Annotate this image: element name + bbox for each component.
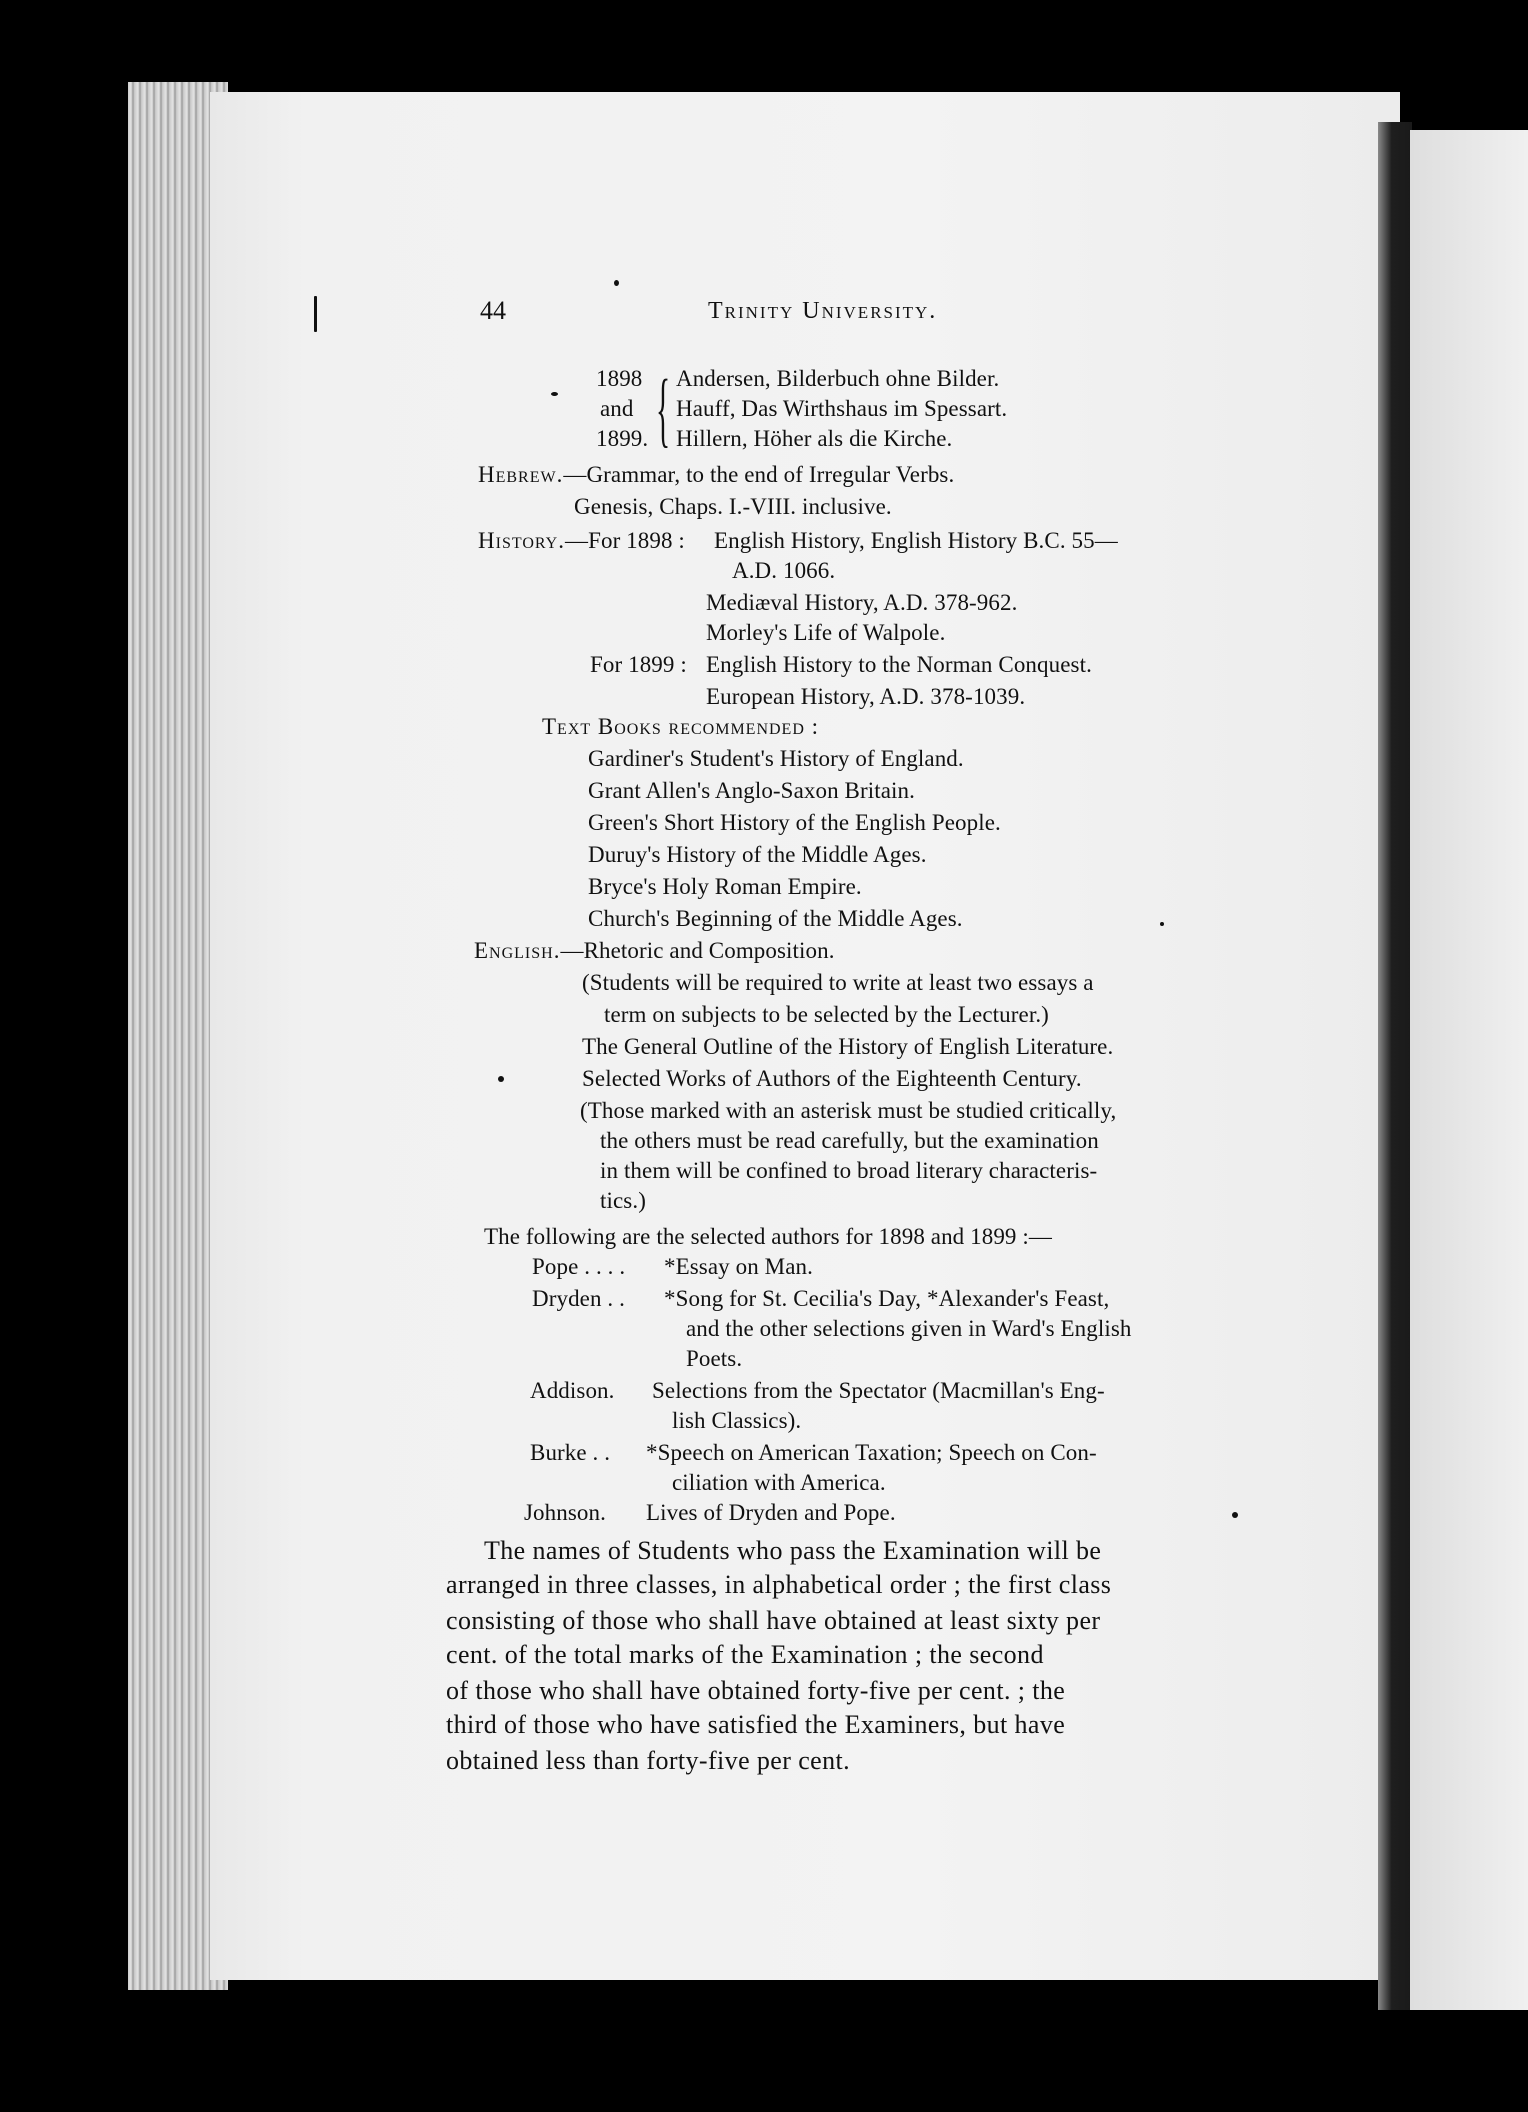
author-name: Johnson. bbox=[524, 1500, 606, 1525]
author-work: Lives of Dryden and Pope. bbox=[646, 1500, 896, 1525]
english-line: Selected Works of Authors of the Eighteenth Century. bbox=[582, 1066, 1082, 1091]
english-line: in them will be confined to broad literary characteris- bbox=[600, 1158, 1098, 1183]
text-book-item: Bryce's Holy Roman Empire. bbox=[588, 874, 862, 899]
scan-speck bbox=[1232, 1512, 1238, 1518]
paragraph-line: third of those who have satisfied the Examiners, but have bbox=[446, 1710, 1066, 1739]
year-label: 1899. bbox=[596, 426, 649, 451]
adjacent-page-edge bbox=[1410, 130, 1528, 2010]
english-section bbox=[474, 936, 835, 966]
paragraph-line: of those who shall have obtained forty-five per cent. ; the bbox=[446, 1676, 1066, 1705]
hebrew-item: Genesis, Chaps. I.-VIII. inclusive. bbox=[574, 494, 892, 519]
author-work: and the other selections given in Ward's English bbox=[686, 1316, 1132, 1341]
text-book-item: Grant Allen's Anglo-Saxon Britain. bbox=[588, 778, 915, 803]
english-line: (Those marked with an asterisk must be studied critically, bbox=[580, 1098, 1117, 1123]
author-work: Selections from the Spectator (Macmillan's Eng- bbox=[652, 1378, 1105, 1403]
hebrew-section bbox=[478, 460, 954, 490]
author-name: Dryden . . bbox=[532, 1286, 625, 1311]
history-1898-item: A.D. 1066. bbox=[732, 558, 836, 583]
text-books-heading: Text Books recommended : bbox=[542, 714, 820, 739]
text-book-item: Green's Short History of the English People. bbox=[588, 810, 1001, 835]
history-1898-item: Morley's Life of Walpole. bbox=[706, 620, 946, 645]
text-book-item: Church's Beginning of the Middle Ages. bbox=[588, 906, 963, 931]
scan-speck bbox=[1160, 922, 1164, 926]
english-line: (Students will be required to write at least two essays a bbox=[582, 970, 1094, 995]
english-line: The General Outline of the History of English Literature. bbox=[582, 1034, 1114, 1059]
history-1899-item: European History, A.D. 378-1039. bbox=[706, 684, 1026, 709]
year-label: and bbox=[600, 396, 634, 421]
history-1899-label: For 1899 : bbox=[590, 652, 687, 677]
page-number: 44 bbox=[480, 296, 506, 325]
author-work: lish Classics). bbox=[672, 1408, 802, 1433]
history-1898-item: English History, English History B.C. 55— bbox=[714, 528, 1118, 553]
scan-speck bbox=[498, 1076, 504, 1082]
author-work: *Essay on Man. bbox=[664, 1254, 813, 1279]
author-work: *Song for St. Cecilia's Day, *Alexander's Feast, bbox=[664, 1286, 1110, 1311]
paragraph-line: arranged in three classes, in alphabetical order ; the first class bbox=[446, 1570, 1112, 1599]
english-line: term on subjects to be selected by the Lecturer.) bbox=[604, 1002, 1049, 1027]
author-name: Addison. bbox=[530, 1378, 615, 1403]
history-heading: History. bbox=[478, 528, 565, 553]
author-work: *Speech on American Taxation; Speech on Con- bbox=[646, 1440, 1097, 1465]
grouping-brace: { bbox=[656, 363, 671, 456]
author-work: Poets. bbox=[686, 1346, 743, 1371]
text-book-item: Gardiner's Student's History of England. bbox=[588, 746, 964, 771]
paragraph-line: consisting of those who shall have obtained at least sixty per bbox=[446, 1606, 1101, 1635]
scan-speck bbox=[614, 280, 619, 286]
author-work: ciliation with America. bbox=[672, 1470, 886, 1495]
english-line: tics.) bbox=[600, 1188, 646, 1213]
book-title: Hillern, Höher als die Kirche. bbox=[676, 426, 953, 451]
author-name: Pope . . . . bbox=[532, 1254, 626, 1279]
english-line: —Rhetoric and Composition. bbox=[560, 938, 835, 963]
history-section bbox=[478, 526, 685, 556]
hebrew-heading: Hebrew. bbox=[478, 462, 564, 487]
book-gutter bbox=[1378, 122, 1412, 2010]
paragraph-line: obtained less than forty-five per cent. bbox=[446, 1746, 851, 1775]
scan-speck bbox=[551, 392, 558, 396]
book-title: Andersen, Bilderbuch ohne Bilder. bbox=[676, 366, 1000, 391]
history-1899-item: English History to the Norman Conquest. bbox=[706, 652, 1092, 677]
running-head: Trinity University. bbox=[708, 298, 938, 324]
history-1898-label: —For 1898 : bbox=[564, 528, 685, 553]
english-line: the others must be read carefully, but the examination bbox=[600, 1128, 1099, 1153]
hebrew-item: —Grammar, to the end of Irregular Verbs. bbox=[563, 462, 955, 487]
english-heading: English. bbox=[474, 938, 561, 963]
authors-intro: The following are the selected authors for 1898 and 1899 :— bbox=[484, 1224, 1052, 1249]
book-title: Hauff, Das Wirthshaus im Spessart. bbox=[676, 396, 1008, 421]
author-name: Burke . . bbox=[530, 1440, 611, 1465]
text-book-item: Duruy's History of the Middle Ages. bbox=[588, 842, 927, 867]
year-label: 1898 bbox=[596, 366, 643, 391]
scan-speck bbox=[314, 296, 317, 332]
paragraph-line: cent. of the total marks of the Examination ; the second bbox=[446, 1640, 1044, 1669]
paragraph-line: The names of Students who pass the Examination will be bbox=[484, 1536, 1102, 1565]
history-1898-item: Mediæval History, A.D. 378-962. bbox=[706, 590, 1018, 615]
